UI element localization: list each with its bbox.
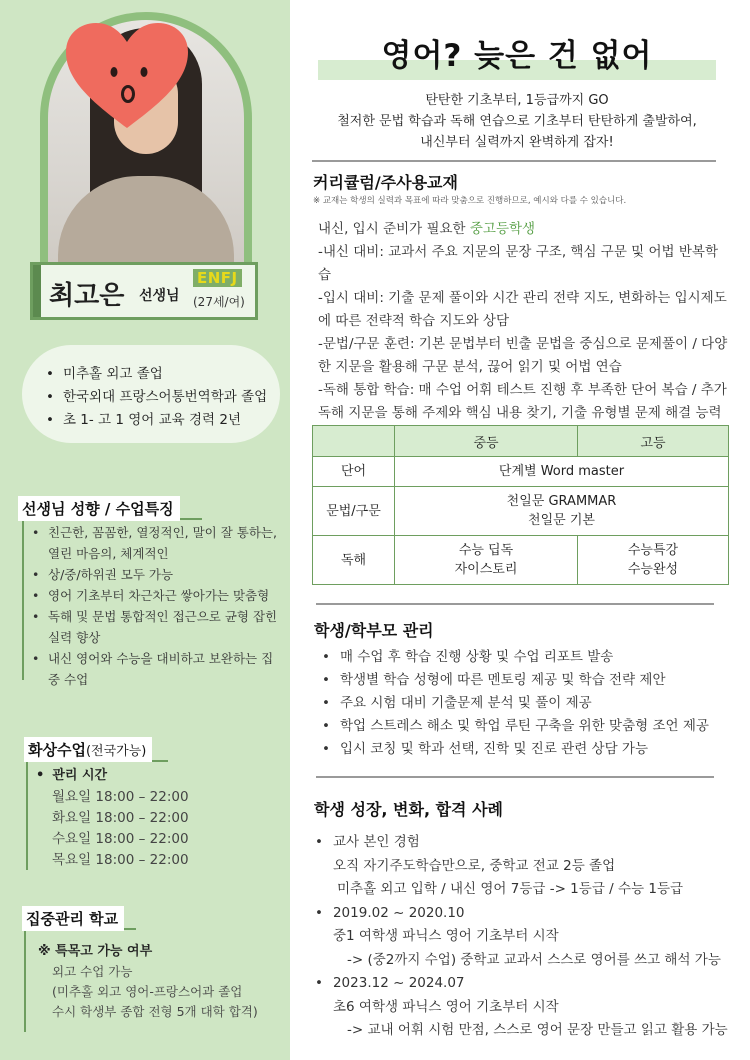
teacher-title: 선생님 [139, 288, 180, 304]
education-item: • 초 1- 고 1 영어 교육 경력 2년 [46, 409, 280, 432]
intro-text: 탄탄한 기초부터, 1등급까지 GO 철저한 문법 학습과 독해 연습으로 기초부터 탄탄하게 출발하여, 내신부터 실력까지 완벽하게 잡자! [337, 93, 697, 150]
schedule-label: • 관리 시간 [36, 765, 189, 787]
trait-item: • 친근한, 꼼꼼한, 열정적인, 말이 잘 통하는, 열린 마음의, 체계적인 [32, 522, 280, 564]
divider [316, 603, 714, 605]
focus-school-line: 외고 수업 가능 [52, 964, 133, 979]
management-item: • 매 수업 후 학습 진행 상황 및 수업 리포트 발송 [322, 646, 709, 669]
management-item: • 주요 시험 대비 기출문제 분석 및 풀이 제공 [322, 692, 709, 715]
case-line: 초6 여학생 파닉스 영어 기초부터 시작 [333, 998, 559, 1015]
cases-title: 학생 성장, 변화, 합격 사례 [314, 800, 503, 819]
page-headline: 영어? 늦은 건 없어 [381, 38, 653, 74]
table-header: 중등 [395, 426, 578, 457]
divider [316, 776, 714, 778]
focus-school-line: (미추홀 외고 영어-프랑스어과 졸업 [52, 984, 243, 999]
table-row: 독해 수능 딥독 자이스토리 수능특강 수능완성 [313, 536, 729, 585]
divider [312, 160, 716, 162]
video-class-title: 화상수업(전국가능) [24, 737, 152, 762]
teacher-age: (27세/여) [193, 295, 245, 309]
education-summary [22, 345, 280, 443]
trait-item: • 영어 기초부터 차근차근 쌓아가는 맞춤형 [32, 585, 280, 606]
management-item: • 학업 스트레스 해소 및 학업 루틴 구축을 위한 맞춤형 조언 제공 [322, 715, 709, 738]
trait-item: • 내신 영어와 수능을 대비하고 보완하는 집중 수업 [32, 648, 280, 690]
case-head: • 2023.12 ~ 2024.07 [315, 972, 728, 996]
management-list [322, 646, 709, 761]
mbti-badge: ENFJ [193, 269, 242, 287]
focus-school-line: 수시 학생부 종합 전형 5개 대학 합격) [52, 1004, 258, 1019]
curriculum-title: 커리큘럼/주사용교재 [313, 173, 458, 192]
curriculum-text [318, 218, 730, 448]
heart-face-emoji-icon [62, 20, 192, 132]
management-title: 학생/학부모 관리 [314, 621, 434, 640]
traits-title: 선생님 성향 / 수업특징 [18, 496, 180, 521]
schedule-block [36, 765, 189, 871]
schedule-row: 월요일 18:00 – 22:00 [52, 789, 189, 805]
left-panel [0, 0, 290, 1060]
curriculum-lead: 내신, 입시 준비가 필요한 중고등학생 [318, 221, 536, 237]
focus-school-head: ※ 특목고 가능 여부 [38, 944, 153, 959]
curriculum-line: -독해 통합 학습: 매 수업 어휘 테스트 진행 후 부족한 단어 복습 / 추가 독해 지문을 통해 주제와 핵심 내용 찾기, 기출 유형별 문제 해결 능력 [318, 382, 727, 421]
table-header [313, 426, 395, 457]
trait-item: • 독해 및 문법 통합적인 접근으로 균형 잡힌 실력 향상 [32, 606, 280, 648]
textbook-table [312, 425, 729, 585]
curriculum-line: -문법/구문 훈련: 기본 문법부터 빈출 문법을 중심으로 문제풀이 / 다양한 지문을 활용해 구문 분석, 끊어 읽기 및 어법 연습 [318, 336, 728, 375]
table-row: 문법/구문 천일문 GRAMMAR 천일문 기본 [313, 487, 729, 536]
table-header: 고등 [578, 426, 729, 457]
teacher-name-card [30, 262, 258, 320]
curriculum-line: -입시 대비: 기출 문제 풀이와 시간 관리 전략 지도, 변화하는 입시제도에 따른 전략적 학습 지도와 상담 [318, 290, 727, 329]
table-row: 단어 단계별 Word master [313, 457, 729, 487]
case-line: 중1 여학생 파닉스 영어 기초부터 시작 [333, 928, 559, 944]
case-head: • 2019.02 ~ 2020.10 [315, 902, 728, 926]
focus-school-title: 집중관리 학교 [22, 906, 124, 931]
teacher-name: 최고은 [49, 281, 125, 311]
case-line: -> (중2까지 수업) 중학교 교과서 스스로 영어를 쓰고 해석 가능 [347, 951, 721, 968]
cases-list [315, 831, 728, 1043]
case-line: 미추홀 외고 입학 / 내신 영어 7등급 -> 1등급 / 수능 1등급 [337, 881, 684, 897]
case-head: • 교사 본인 경험 [315, 831, 728, 855]
trait-item: • 상/중/하위권 모두 가능 [32, 564, 280, 585]
traits-list [32, 522, 280, 690]
education-item: • 미추홀 외고 졸업 [46, 363, 280, 386]
case-line: -> 교내 어휘 시험 만점, 스스로 영어 문장 만들고 읽고 활용 가능 [347, 1022, 728, 1038]
management-item: • 학생별 학습 성형에 따른 멘토링 제공 및 학습 전략 제안 [322, 669, 709, 692]
schedule-row: 화요일 18:00 – 22:00 [52, 810, 189, 826]
schedule-row: 수요일 18:00 – 22:00 [52, 831, 189, 847]
management-item: • 입시 코칭 및 학과 선택, 진학 및 진로 관련 상담 가능 [322, 738, 709, 761]
education-item: • 한국외대 프랑스어통번역학과 졸업 [46, 386, 280, 409]
case-line: 오직 자기주도학습만으로, 중학교 전교 2등 졸업 [333, 857, 616, 874]
curriculum-line: -내신 대비: 교과서 주요 지문의 문장 구조, 핵심 구문 및 어법 반복학습 [318, 244, 718, 283]
focus-school-block [38, 942, 258, 1022]
schedule-row: 목요일 18:00 – 22:00 [52, 852, 189, 868]
curriculum-note: ※ 교재는 학생의 실력과 목표에 따라 맞춤으로 진행하므로, 예시와 다를 수 있습니다. [313, 196, 627, 206]
